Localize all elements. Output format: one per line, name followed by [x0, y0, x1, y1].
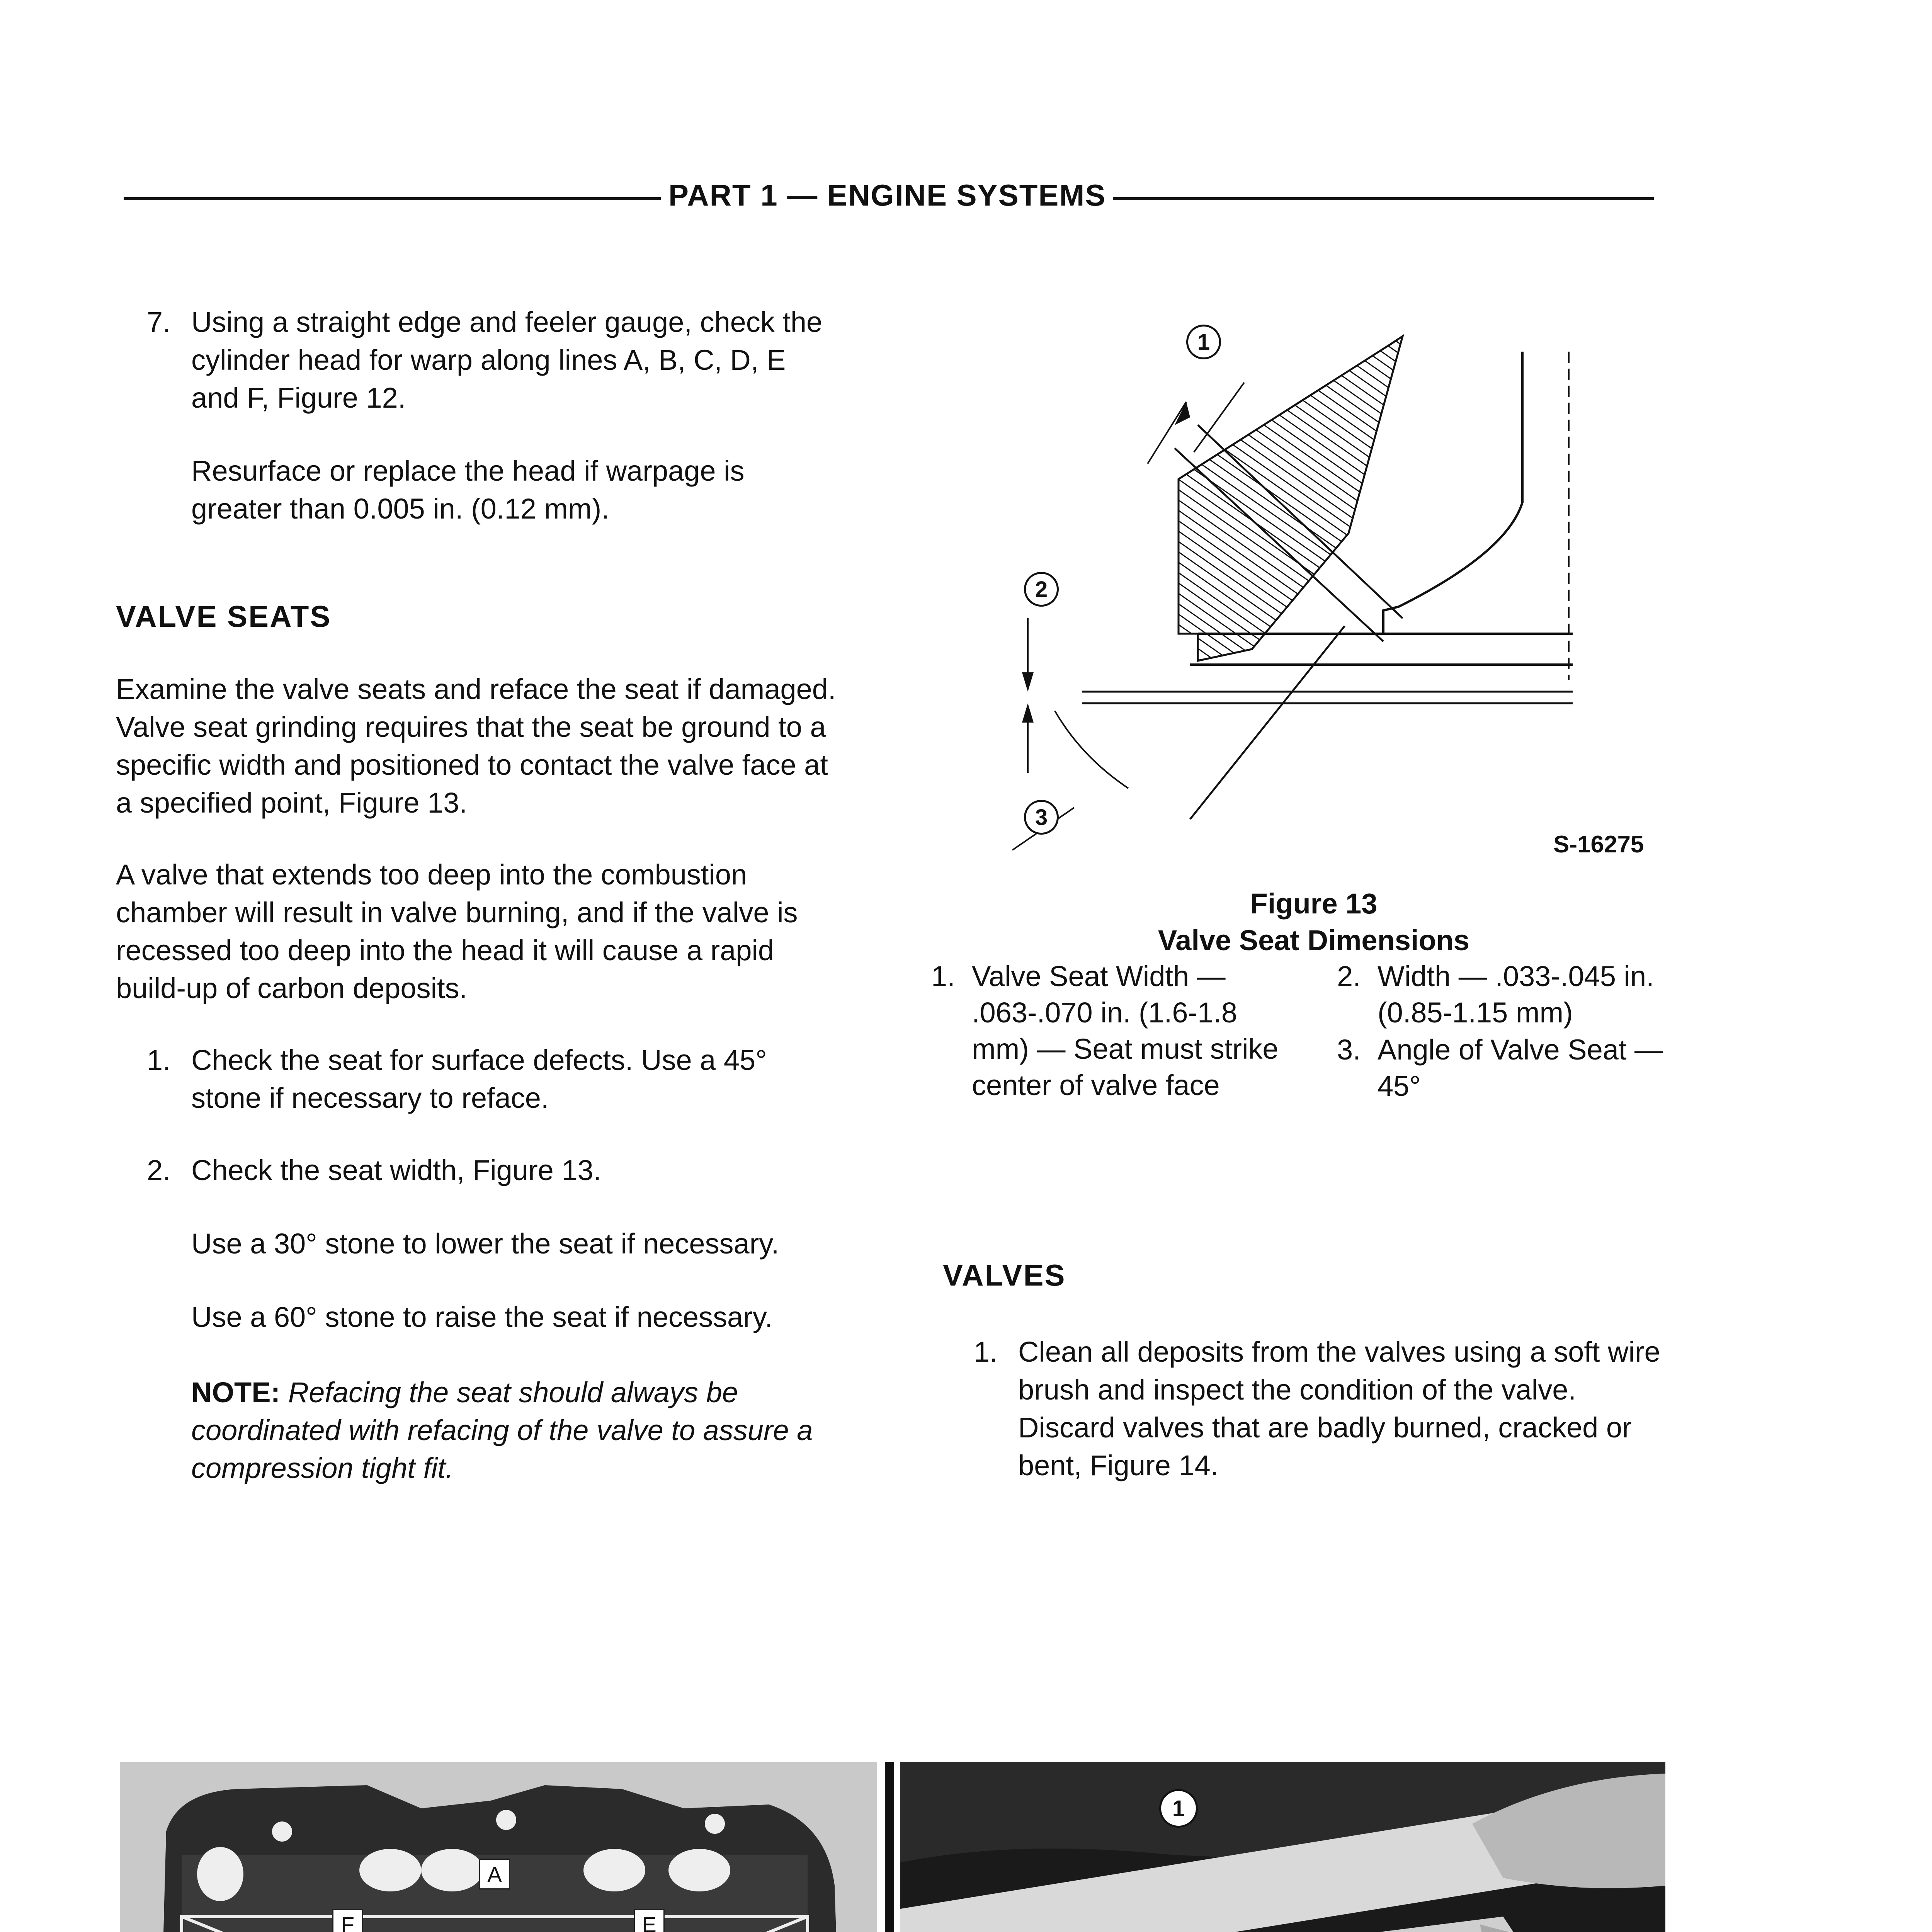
valve-seat-step-1-number: 1.	[147, 1044, 171, 1076]
note-label: NOTE:	[191, 1376, 281, 1408]
valve-outline	[1383, 352, 1573, 634]
fig13-item-3-number: 3.	[1337, 1034, 1361, 1066]
header-rule-left	[124, 197, 661, 200]
fig12-callout-1: 1	[1159, 1789, 1198, 1828]
step-7	[147, 303, 838, 417]
valves-heading: VALVES	[943, 1258, 1066, 1292]
note-block	[191, 1374, 844, 1487]
fig13-subtitle: Valve Seat Dimensions	[1158, 924, 1470, 956]
step-7-followup: Resurface or replace the head if warpage is greater than 0.005 in. (0.12 mm).	[191, 455, 745, 525]
valve-seats-para-1: Examine the valve seats and reface the seat if damaged. Valve seat grinding requires that the seat be ground to a specific width and positioned to contact the valve face at a specified point, Figure 13.	[116, 673, 836, 819]
line-label-a: A	[479, 1859, 510, 1889]
valve-seat-step-2-number: 2.	[147, 1154, 171, 1186]
valve-seat-diagram	[1012, 301, 1638, 862]
fig13-title: Figure 13	[1250, 888, 1378, 920]
raise-seat-text: Use a 60° stone to raise the seat if necessary.	[191, 1301, 773, 1333]
note-text: Refacing the seat should always be coordinated with refacing of the valve to assure a compression tight fit.	[191, 1376, 813, 1484]
fig13-item-1	[931, 958, 1287, 1104]
valve-seat-step-2	[147, 1151, 842, 1189]
valve-seats-heading: VALVE SEATS	[116, 599, 332, 633]
header-rule-right	[1113, 197, 1654, 200]
photo-divider	[885, 1762, 894, 1932]
valves-step-1-text: Clean all deposits from the valves using a soft wire brush and inspect the condition of the valve. Discard valves that are badly burned, cracked or bent, Figure 14.	[1018, 1336, 1660, 1481]
step-7-number: 7.	[147, 306, 171, 338]
fig13-item-2	[1337, 958, 1677, 1031]
step-7-text: Using a straight edge and feeler gauge, check the cylinder head for warp along lines A, B, C, D, E and F, Figure 12.	[191, 306, 823, 414]
fig13-item-2-number: 2.	[1337, 960, 1361, 992]
fig13-item-3-text: Angle of Valve Seat — 45°	[1378, 1034, 1663, 1102]
line-label-e: E	[634, 1909, 665, 1932]
fig13-callout-3: 3	[1024, 800, 1059, 835]
valve-seat-step-2-text: Check the seat width, Figure 13.	[191, 1154, 602, 1186]
fig13-item-2-text: Width — .033-.045 in. (0.85-1.15 mm)	[1378, 960, 1654, 1029]
cylinder-head-photo	[120, 1762, 877, 1932]
fig13-callout-1: 1	[1186, 325, 1221, 359]
fig13-item-1-number: 1.	[931, 960, 955, 992]
valve-seat-step-1-text: Check the seat for surface defects. Use a 45° stone if necessary to reface.	[191, 1044, 767, 1114]
cylinder-head-section	[1179, 336, 1403, 661]
fig13-code: S-16275	[1553, 831, 1644, 858]
straight-edge-photo	[900, 1762, 1665, 1932]
lower-seat-text: Use a 30° stone to lower the seat if necessary.	[191, 1228, 779, 1260]
fig13-item-1-text: Valve Seat Width — .063-.070 in. (1.6-1.8 mm) — Seat must strike center of valve face	[972, 960, 1279, 1101]
valve-seat-step-1	[147, 1041, 842, 1117]
valves-step-1-number: 1.	[974, 1336, 998, 1368]
line-label-f: F	[332, 1909, 363, 1932]
fig13-callout-2: 2	[1024, 572, 1059, 607]
fig13-item-3	[1337, 1032, 1677, 1104]
valve-seats-para-2: A valve that extends too deep into the combustion chamber will result in valve burning, and if the valve is recessed too deep into the head it will cause a rapid build-up of carbon deposits.	[116, 859, 798, 1004]
valves-step-1	[974, 1333, 1669, 1485]
page-header-title: PART 1 — ENGINE SYSTEMS	[668, 178, 1106, 212]
